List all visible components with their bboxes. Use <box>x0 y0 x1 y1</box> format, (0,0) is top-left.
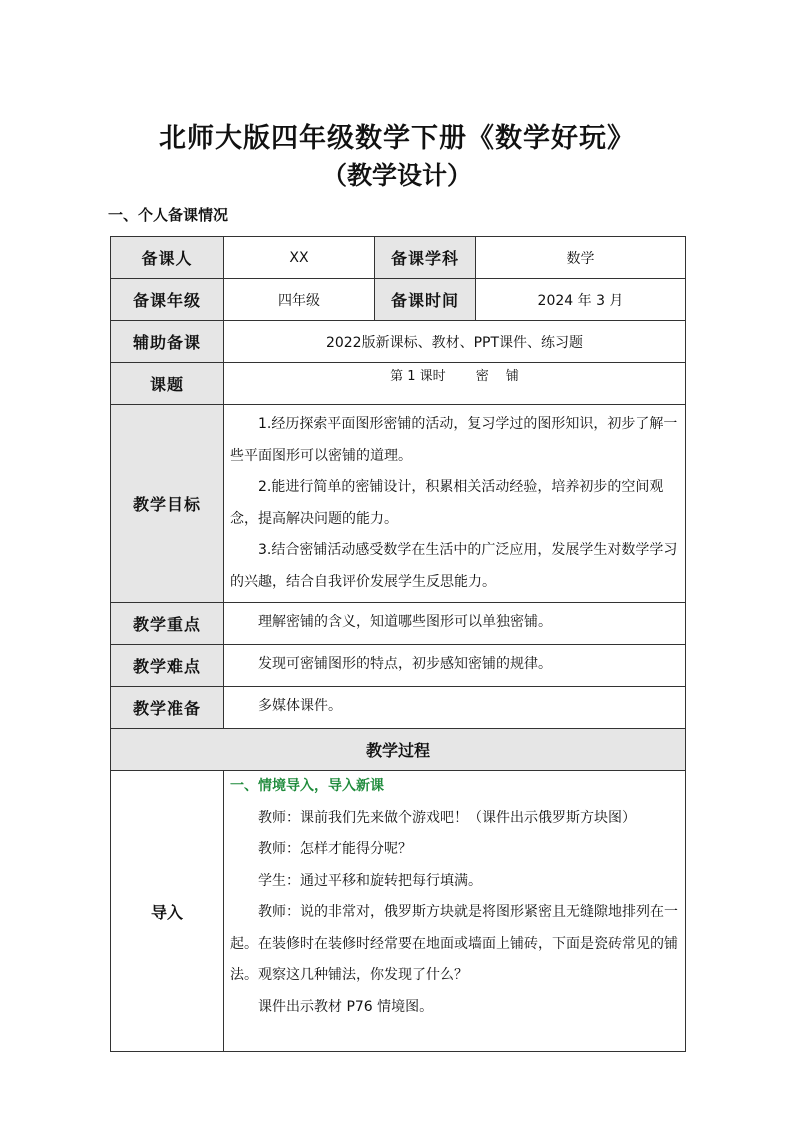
goal-item: 3.结合密铺活动感受数学在生活中的广泛应用，发展学生对数学学习的兴趣，结合自我评价发展学生反思能力。 <box>230 542 678 590</box>
intro-line: 课件出示教材 P76 情境图。 <box>258 998 434 1015</box>
subject-value: 数学 <box>476 237 686 279</box>
goals-content <box>224 405 686 603</box>
prep-text: 多媒体课件。 <box>258 698 342 714</box>
difficulty-label: 教学难点 <box>111 645 224 687</box>
goal-item: 1.经历探索平面图形密铺的活动，复习学过的图形知识，初步了解一些平面图形可以密铺的道理。 <box>230 416 678 464</box>
key-content <box>224 603 686 645</box>
goal-item: 2.能进行简单的密铺设计，积累相关活动经验，培养初步的空间观念，提高解决问题的能力。 <box>230 479 664 527</box>
page-title: 北师大版四年级数学下册《数学好玩》 <box>159 123 635 154</box>
grade-label: 备课年级 <box>111 279 224 321</box>
topic-value: 第 1 课时 密 铺 <box>224 363 686 405</box>
preparer-label: 备课人 <box>111 237 224 279</box>
prep-content <box>224 687 686 729</box>
time-value: 2024 年 3 月 <box>476 279 686 321</box>
goals-label: 教学目标 <box>111 405 224 603</box>
intro-line: 教师：怎样才能得分呢？ <box>258 841 412 857</box>
subject-label: 备课学科 <box>375 237 476 279</box>
grade-value: 四年级 <box>224 279 375 321</box>
difficulty-content <box>224 645 686 687</box>
intro-content <box>224 771 686 1052</box>
intro-line: 教师：课前我们先来做个游戏吧！（课件出示俄罗斯方块图） <box>258 809 636 826</box>
intro-line: 学生：通过平移和旋转把每行填满。 <box>258 872 482 889</box>
time-label: 备课时间 <box>375 279 476 321</box>
page-subtitle: （教学设计） <box>321 161 472 190</box>
process-header: 教学过程 <box>111 729 686 771</box>
aux-value: 2022版新课标、教材、PPT课件、练习题 <box>224 321 686 363</box>
preparer-value: XX <box>224 237 375 279</box>
key-text: 理解密铺的含义，知道哪些图形可以单独密铺。 <box>258 614 552 630</box>
lesson-plan-table <box>110 236 686 1052</box>
difficulty-text: 发现可密铺图形的特点，初步感知密铺的规律。 <box>258 656 552 672</box>
intro-label: 导入 <box>111 771 224 1052</box>
section-heading: 一、个人备课情况 <box>108 206 229 224</box>
key-label: 教学重点 <box>111 603 224 645</box>
aux-label: 辅助备课 <box>111 321 224 363</box>
intro-line: 教师：说的非常对，俄罗斯方块就是将图形紧密且无缝隙地排列在一起。在装修时在装修时经常要在地面或墙面上铺砖，下面是瓷砖常见的铺法。观察这几种铺法，你发现了什么？ <box>230 904 678 983</box>
intro-heading: 一、情境导入，导入新课 <box>230 778 384 794</box>
prep-label: 教学准备 <box>111 687 224 729</box>
topic-label: 课题 <box>111 363 224 405</box>
